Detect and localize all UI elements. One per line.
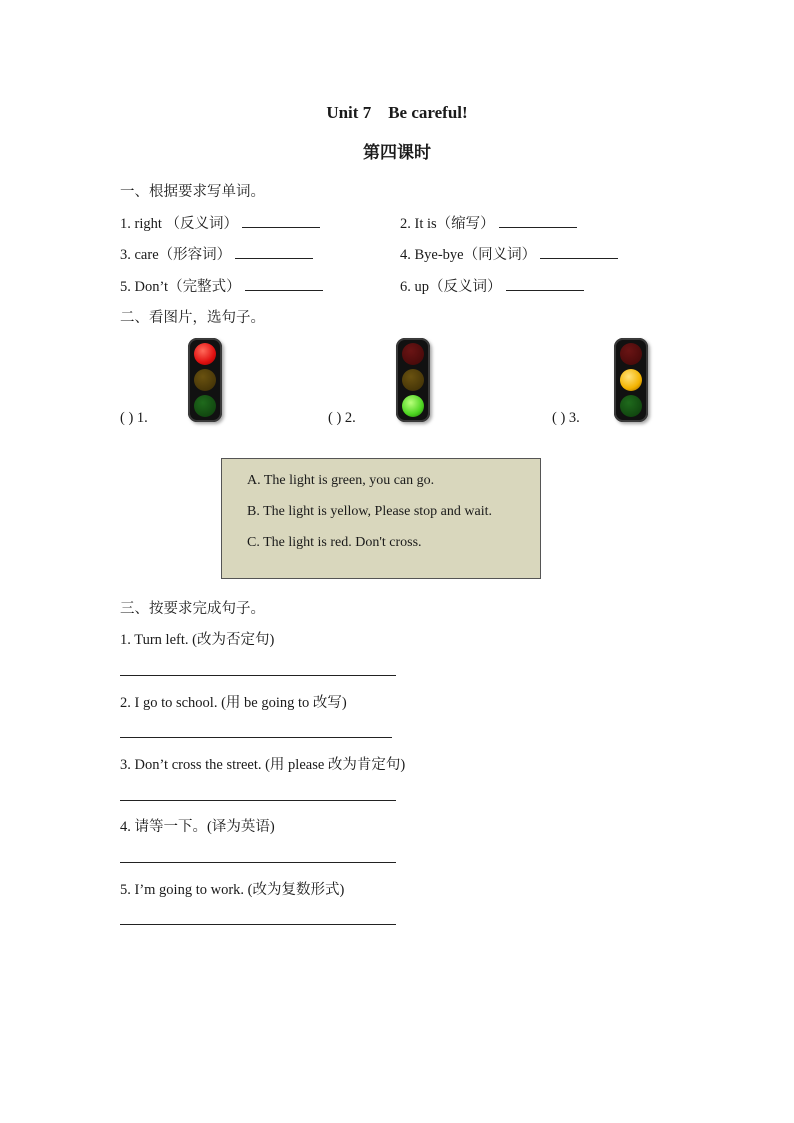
- section1-item-text: 1. right （反义词）: [120, 216, 239, 232]
- section1-item-text: 3. care（形容词）: [120, 247, 232, 263]
- section1-item-4: [400, 243, 618, 264]
- section1-item-text: 6. up（反义词）: [400, 279, 502, 295]
- section1-item-6: [400, 275, 584, 296]
- traffic-light-red-icon: [188, 338, 222, 422]
- green-lamp-icon: [620, 395, 642, 417]
- options-box: [221, 458, 541, 579]
- answer-blank[interactable]: [540, 244, 618, 259]
- answer-paren-3[interactable]: ( ) 3.: [552, 410, 580, 426]
- section3-item-5: 5. I’m going to work. (改为复数形式): [120, 882, 345, 898]
- section1-item-text: 2. It is（缩写）: [400, 216, 495, 232]
- yellow-lamp-icon: [194, 369, 216, 391]
- answer-line-2[interactable]: [120, 737, 392, 738]
- section1-item-3: [120, 243, 313, 264]
- section3-item-4: 4. 请等一下。(译为英语): [120, 819, 275, 835]
- yellow-lamp-icon: [620, 369, 642, 391]
- answer-blank[interactable]: [499, 213, 577, 228]
- answer-line-3[interactable]: [120, 800, 396, 801]
- traffic-light-yellow-icon: [614, 338, 648, 422]
- section1-item-text: 4. Bye-bye（同义词）: [400, 247, 537, 263]
- option-a: A. The light is green, you can go.: [247, 473, 435, 488]
- section1-item-2: [400, 212, 577, 233]
- answer-paren-2[interactable]: ( ) 2.: [328, 410, 356, 426]
- answer-blank[interactable]: [506, 276, 584, 291]
- section1-item-5: [120, 275, 323, 296]
- answer-line-1[interactable]: [120, 675, 396, 676]
- green-lamp-icon: [402, 395, 424, 417]
- red-lamp-icon: [194, 343, 216, 365]
- section3-item-3: 3. Don’t cross the street. (用 please 改为肯定句): [120, 757, 406, 773]
- answer-line-5[interactable]: [120, 924, 396, 925]
- section2-heading: 二、看图片，选句子。: [120, 310, 265, 326]
- yellow-lamp-icon: [402, 369, 424, 391]
- page-title: Unit 7 Be careful!: [326, 103, 468, 122]
- green-lamp-icon: [194, 395, 216, 417]
- option-c: C. The light is red. Don't cross.: [247, 535, 422, 550]
- section1-item-1: [120, 212, 320, 233]
- section1-item-text: 5. Don’t（完整式）: [120, 279, 241, 295]
- lesson-subtitle: 第四课时: [363, 143, 431, 162]
- option-b: B. The light is yellow, Please stop and wait.: [247, 504, 492, 519]
- answer-blank[interactable]: [242, 213, 320, 228]
- answer-blank[interactable]: [235, 244, 313, 259]
- section3-item-1: 1. Turn left. (改为否定句): [120, 632, 275, 648]
- section1-heading: 一、根据要求写单词。: [120, 184, 265, 200]
- red-lamp-icon: [620, 343, 642, 365]
- traffic-light-green-icon: [396, 338, 430, 422]
- section3-heading: 三、按要求完成句子。: [120, 601, 265, 617]
- section3-item-2: 2. I go to school. (用 be going to 改写): [120, 695, 347, 711]
- answer-line-4[interactable]: [120, 862, 396, 863]
- answer-paren-1[interactable]: ( ) 1.: [120, 410, 148, 426]
- answer-blank[interactable]: [245, 276, 323, 291]
- red-lamp-icon: [402, 343, 424, 365]
